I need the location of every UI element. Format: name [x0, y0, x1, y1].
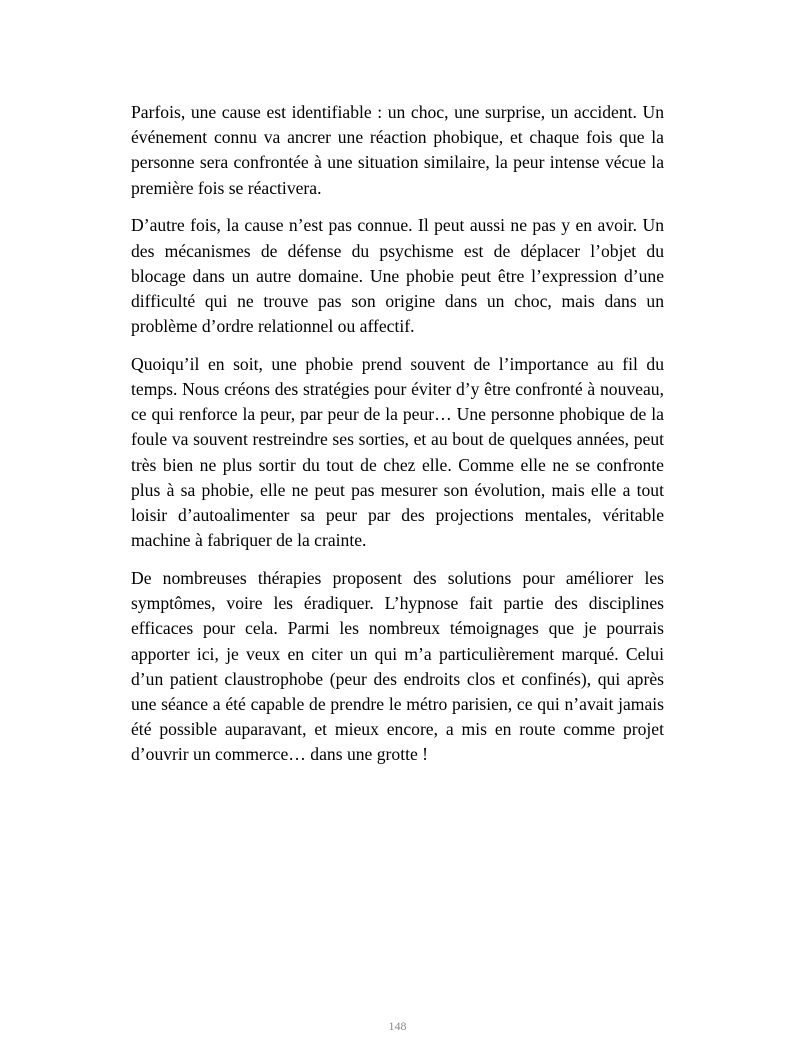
paragraph-4: De nombreuses thérapies proposent des solutions pour améliorer les symptômes, voire les éradiquer. L’hypnose fait partie des disciplines efficaces pour cela. Parmi les nombreux témoignages que je pourrais apporter ici, je veux en citer un qui m’a particulièrement marqué. Celui d’un patient claustrophobe (peur des endroits clos et confinés), qui après une séance a été capable de prendre le métro parisien, ce qui n’avait jamais été possible auparavant, et mieux encore, a mis en route comme projet d’ouvrir un commerce… dans une grotte !	[131, 567, 664, 765]
body-text	[131, 100, 664, 780]
paragraph-2: D’autre fois, la cause n’est pas connue. Il peut aussi ne pas y en avoir. Un des mécanismes de défense du psychisme est de déplacer l’objet du blocage dans un autre domaine. Une phobie peut être l’expression d’une difficulté qui ne trouve pas son origine dans un choc, mais dans un problème d’ordre relationnel ou affectif.	[131, 215, 664, 337]
paragraph-1: Parfois, une cause est identifiable : un choc, une surprise, un accident. Un événement connu va ancrer une réaction phobique, et chaque fois que la personne sera confrontée à une situation similaire, la peur intense vécue la première fois se réactivera.	[131, 102, 664, 198]
paragraph-3: Quoiqu’il en soit, une phobie prend souvent de l’importance au fil du temps. Nous créons des stratégies pour éviter d’y être confronté à nouveau, ce qui renforce la peur, par peur de la peur… Une personne phobique de la foule va souvent restreindre ses sorties, et au bout de quelques années, peut très bien ne plus sortir du tout de chez elle. Comme elle ne se confronte plus à sa phobie, elle ne peut pas mesurer son évolution, mais elle a tout loisir d’autoalimenter sa peur par des projections mentales, véritable machine à fabriquer de la crainte.	[131, 353, 664, 551]
page-number: 148	[388, 1019, 407, 1033]
